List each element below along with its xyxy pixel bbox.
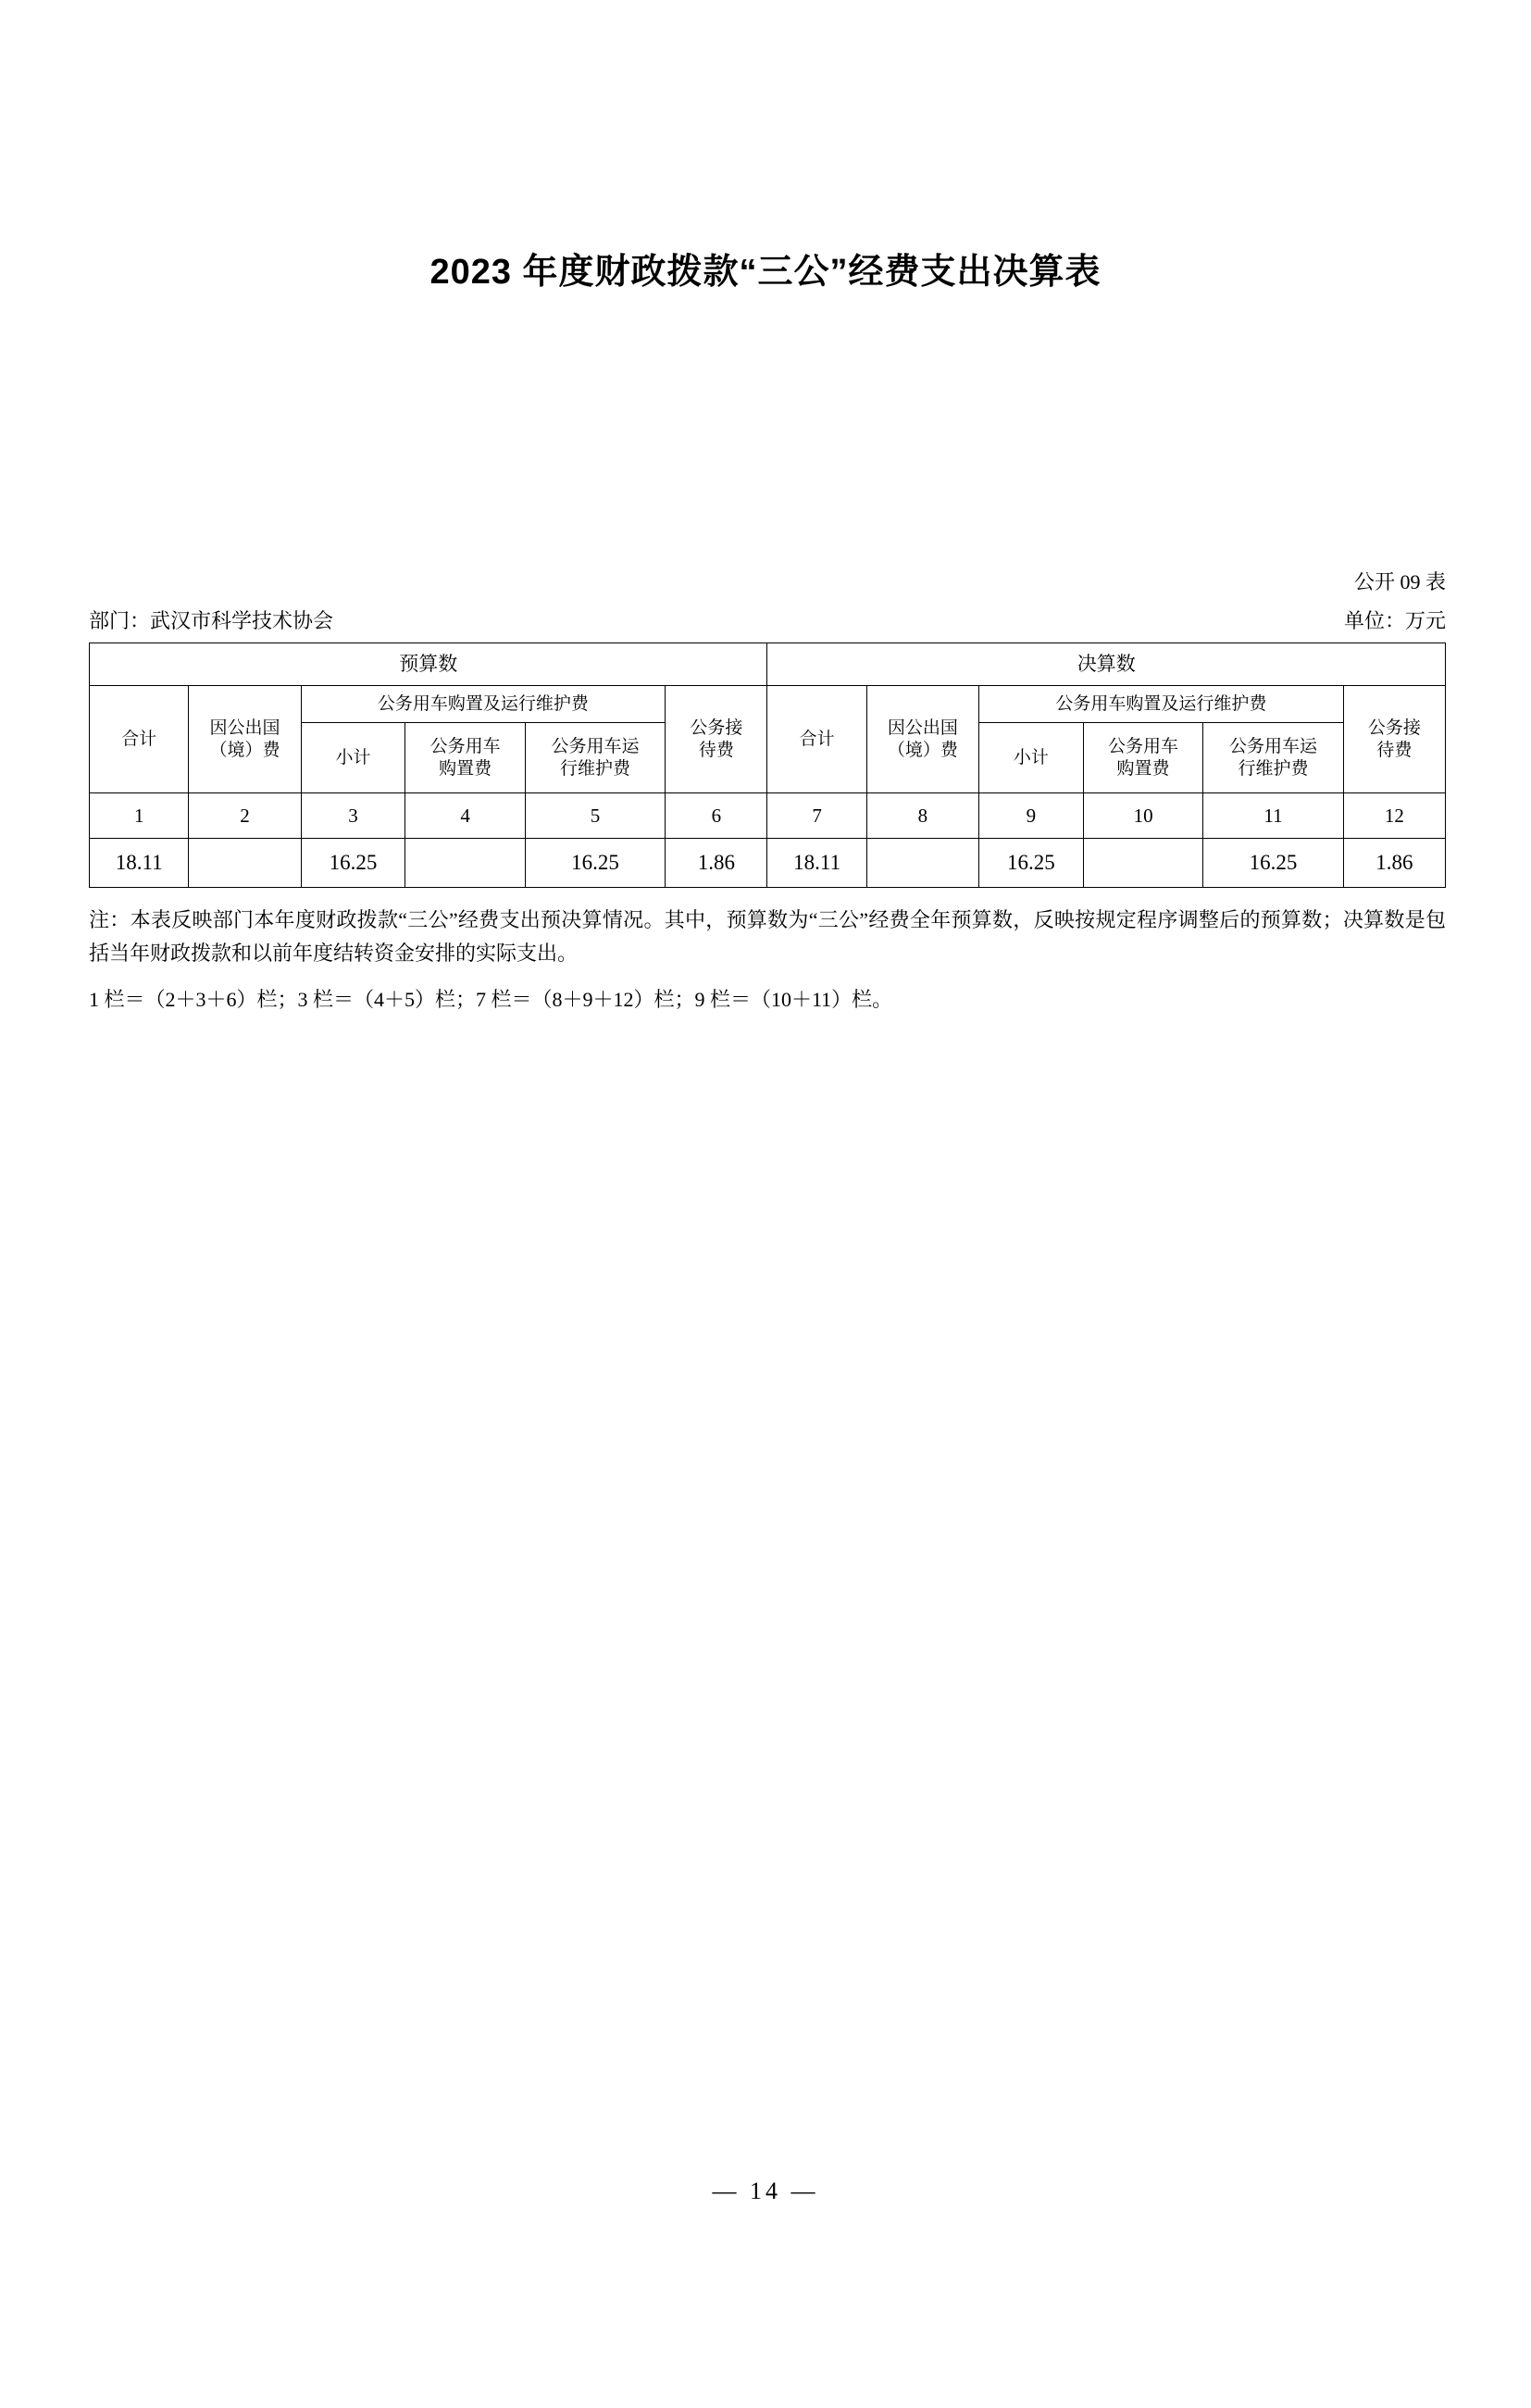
group-header-budget: 预算数 (90, 643, 767, 686)
header-budget-car-maintain: 公务用车运 行维护费 (525, 723, 665, 793)
column-number: 11 (1203, 793, 1343, 839)
group-header-final: 决算数 (767, 643, 1446, 686)
column-number: 7 (767, 793, 866, 839)
table-row (90, 839, 1446, 888)
document-page (0, 243, 1531, 2408)
column-number: 8 (866, 793, 978, 839)
table-cell-value: 18.11 (767, 839, 866, 888)
header-budget-car-subtotal: 小计 (301, 723, 405, 793)
department-label: 部门：武汉市科学技术协会 (89, 609, 334, 632)
column-number: 12 (1343, 793, 1445, 839)
table-column-number-row (90, 793, 1446, 839)
column-number: 1 (90, 793, 189, 839)
column-number: 2 (189, 793, 301, 839)
unit-label: 单位：万元 (1343, 609, 1446, 632)
header-budget-total: 合计 (90, 686, 189, 793)
header-budget-reception: 公务接 待费 (666, 686, 767, 793)
form-code: 公开 09 表 (1353, 570, 1446, 593)
column-number: 4 (405, 793, 525, 839)
table-cell-value: 18.11 (90, 839, 189, 888)
header-budget-car-purchase: 公务用车 购置费 (405, 723, 525, 793)
page-title: 2023 年度财政拨款“三公”经费支出决算表 (429, 253, 1102, 292)
header-final-total: 合计 (767, 686, 866, 793)
table-cell-value (1083, 839, 1202, 888)
column-number: 3 (301, 793, 405, 839)
table-cell-value: 16.25 (301, 839, 405, 888)
column-number: 5 (525, 793, 665, 839)
header-final-car-purchase: 公务用车 购置费 (1083, 723, 1202, 793)
header-budget-car-group: 公务用车购置及运行维护费 (301, 686, 666, 723)
table-cell-value (189, 839, 301, 888)
three-public-expenses-table (89, 643, 1446, 888)
table-cell-value (405, 839, 525, 888)
table-cell-value: 16.25 (978, 839, 1083, 888)
table-note-1: 注：本表反映部门本年度财政拨款“三公”经费支出预决算情况。其中，预算数为“三公”经费全年预算数，反映按规定程序调整后的预算数；决算数是包括当年财政拨款和以前年度结转资金安排的实际支出。 (89, 908, 1446, 966)
header-budget-abroad: 因公出国 （境）费 (189, 686, 301, 793)
header-final-abroad: 因公出国 （境）费 (866, 686, 978, 793)
page-number: — 14 — (712, 2177, 819, 2204)
header-final-reception: 公务接 待费 (1343, 686, 1445, 793)
header-final-car-subtotal: 小计 (978, 723, 1083, 793)
header-final-car-group: 公务用车购置及运行维护费 (978, 686, 1343, 723)
column-number: 6 (666, 793, 767, 839)
column-number: 9 (978, 793, 1083, 839)
table-note-2: 1 栏＝（2＋3＋6）栏；3 栏＝（4＋5）栏；7 栏＝（8＋9＋12）栏；9 栏＝（10＋11）栏。 (89, 988, 893, 1011)
table-sub-header-row (90, 686, 1446, 723)
column-number: 10 (1083, 793, 1202, 839)
meta-row (89, 605, 1446, 634)
table-cell-value (866, 839, 978, 888)
table-cell-value: 16.25 (1203, 839, 1343, 888)
table-cell-value: 1.86 (1343, 839, 1445, 888)
header-final-car-maintain: 公务用车运 行维护费 (1203, 723, 1343, 793)
table-cell-value: 16.25 (525, 839, 665, 888)
table-group-header-row (90, 643, 1446, 686)
table-cell-value: 1.86 (666, 839, 767, 888)
